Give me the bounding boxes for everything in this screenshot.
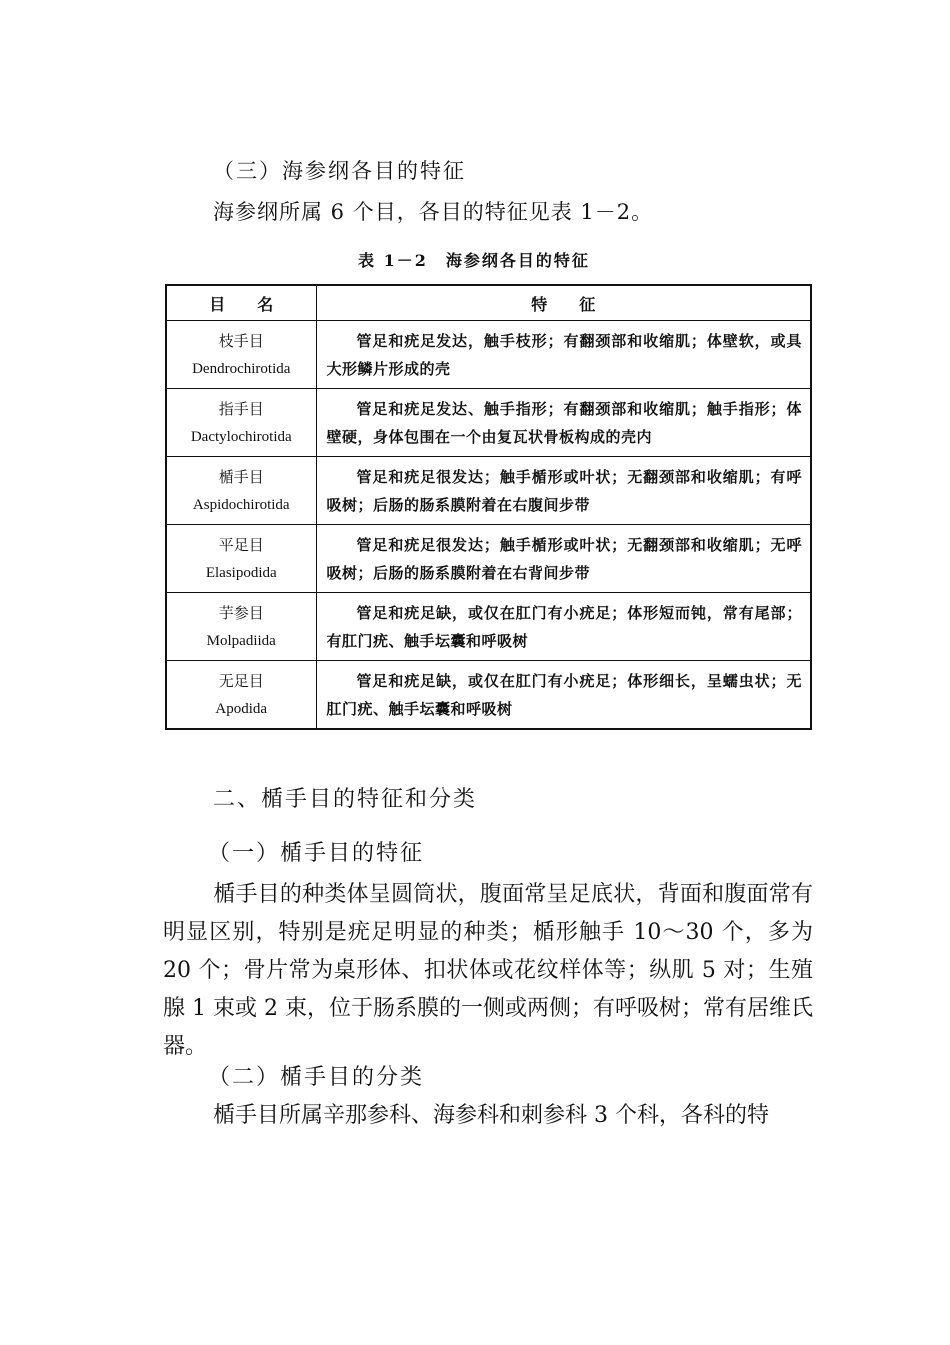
subheading-features: （一）楯手目的特征 xyxy=(208,841,425,866)
order-latin-name: Dactylochirotida xyxy=(190,428,292,445)
order-name-cell xyxy=(166,321,316,389)
table-row xyxy=(166,457,811,525)
order-features-cell: 管足和疣足发达，触手枝形；有翻颈部和收缩肌；体壁软，或具大形鳞片形成的壳 xyxy=(316,321,811,389)
order-cn-name: 芋参目 xyxy=(218,603,264,622)
order-latin-name: Elasipodida xyxy=(205,564,277,581)
features-paragraph-text: 楯手目的种类体呈圆筒状，腹面常呈足底状，背面和腹面常有明显区别，特别是疣足明显的种类；楯形触手 10～30 个，多为 20 个；骨片常为桌形体、扣状体或花纹样体等；纵肌 5 对；生殖腺 1 束或 2 束，位于肠系膜的一侧或两侧；有呼吸树；常有居维氏器。 xyxy=(163,882,813,1059)
order-latin-name: Dendrochirotida xyxy=(192,360,291,377)
order-cn-name: 楯手目 xyxy=(218,467,264,486)
table-header-row xyxy=(166,285,811,321)
order-name-cell xyxy=(166,661,316,730)
order-features-cell: 管足和疣足缺，或仅在肛门有小疣足；体形短而钝，常有尾部；有肛门疣、触手坛囊和呼吸树 xyxy=(316,593,811,661)
order-name-cell xyxy=(166,525,316,593)
subheading-classification: （二）楯手目的分类 xyxy=(208,1065,425,1090)
section-heading: （三）海参纲各目的特征 xyxy=(213,159,466,183)
order-cn-name: 平足目 xyxy=(218,535,264,554)
table-row xyxy=(166,389,811,457)
order-name-cell xyxy=(166,389,316,457)
order-latin-name: Aspidochirotida xyxy=(192,496,290,513)
header-features: 特 征 xyxy=(316,285,811,321)
table-row xyxy=(166,321,811,389)
order-features-table xyxy=(165,284,812,730)
order-features-cell: 管足和疣足缺，或仅在肛门有小疣足；体形细长，呈蠕虫状；无肛门疣、触手坛囊和呼吸树 xyxy=(316,661,811,730)
classification-paragraph: 楯手目所属辛那参科、海参科和刺参科 3 个科，各科的特 xyxy=(213,1103,769,1128)
order-cn-name: 枝手目 xyxy=(218,331,264,350)
order-cn-name: 无足目 xyxy=(218,671,264,690)
table-row xyxy=(166,593,811,661)
section-intro: 海参纲所属 6 个目，各目的特征见表 1－2。 xyxy=(213,200,654,224)
order-cn-name: 指手目 xyxy=(218,399,264,418)
order-latin-name: Molpadiida xyxy=(206,632,276,649)
order-features-cell: 管足和疣足很发达；触手楯形或叶状；无翻颈部和收缩肌；无呼吸树；后肠的肠系膜附着在右背间步带 xyxy=(316,525,811,593)
order-features-cell: 管足和疣足发达、触手指形；有翻颈部和收缩肌；触手指形；体壁硬，身体包围在一个由复瓦状骨板构成的壳内 xyxy=(316,389,811,457)
section2-heading: 二、楯手目的特征和分类 xyxy=(213,787,478,812)
order-name-cell xyxy=(166,593,316,661)
order-features-cell: 管足和疣足很发达；触手楯形或叶状；无翻颈部和收缩肌；有呼吸树；后肠的肠系膜附着在右腹间步带 xyxy=(316,457,811,525)
table-row xyxy=(166,525,811,593)
features-paragraph xyxy=(163,876,813,1066)
table-row xyxy=(166,661,811,730)
header-order-name: 目 名 xyxy=(166,285,316,321)
order-latin-name: Apodida xyxy=(215,700,268,717)
table-caption: 表 1－2 海参纲各目的特征 xyxy=(358,251,590,270)
order-name-cell xyxy=(166,457,316,525)
